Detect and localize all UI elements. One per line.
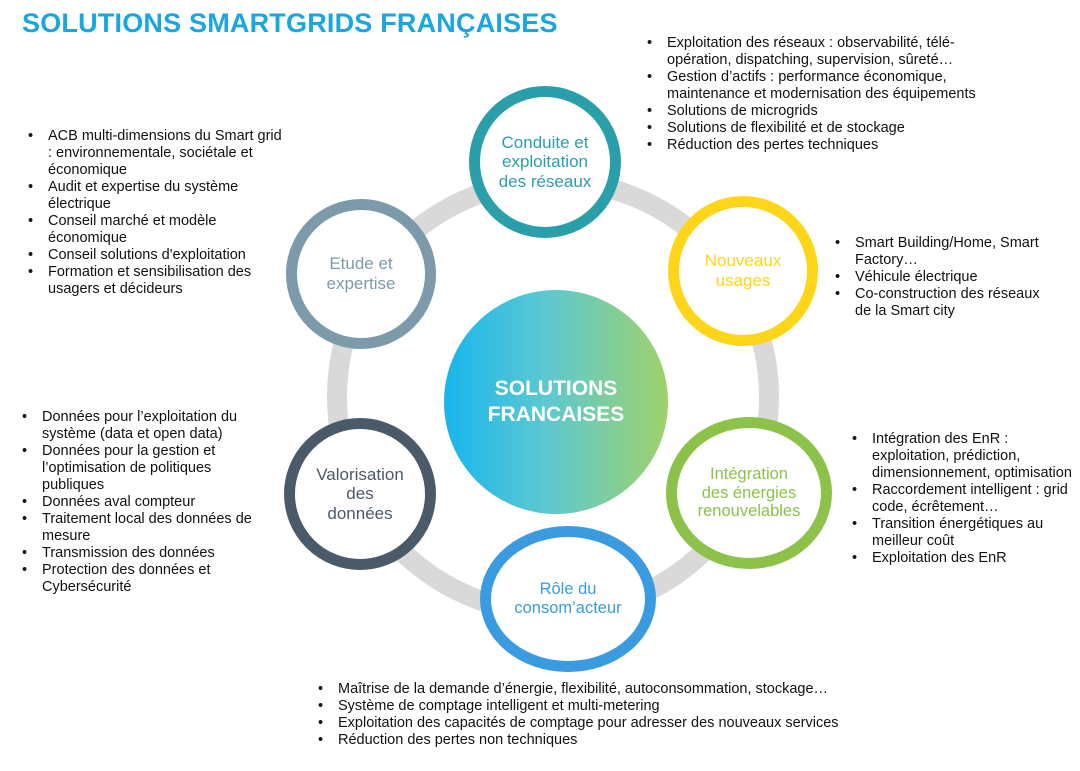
list-item: • Transition énergétiques au meilleur coût: [850, 516, 1075, 550]
node-usages: [668, 196, 818, 346]
list-item: • Système de comptage intelligent et multi-metering: [316, 698, 916, 715]
node-valorisation: [284, 418, 436, 570]
list-item: • Transmission des données: [20, 545, 270, 562]
list-item: • Traitement local des données de mesure: [20, 511, 270, 545]
list-item: • Données aval compteur: [20, 494, 270, 511]
list-item: • Exploitation des capacités de comptage pour adresser des nouveaux services: [316, 715, 916, 732]
list-item: • Solutions de flexibilité et de stockage: [645, 120, 1005, 137]
node-integration-label: Intégration des énergies renouvelables: [697, 464, 801, 521]
list-valorisation: [20, 409, 270, 596]
node-integration: [666, 417, 832, 569]
list-item: • Maîtrise de la demande d’énergie, flexibilité, autoconsommation, stockage…: [316, 681, 916, 698]
list-item: • Véhicule électrique: [833, 269, 1043, 286]
list-item: • Conseil solutions d'exploitation: [26, 247, 282, 264]
node-role-label: Rôle du consom’acteur: [514, 580, 622, 617]
list-item: • Réduction des pertes non techniques: [316, 732, 916, 749]
node-etude-label: Etude et expertise: [326, 254, 396, 293]
list-item: • Co-construction des réseaux de la Smart city: [833, 286, 1043, 320]
list-item: • Données pour l’exploitation du système (data et open data): [20, 409, 270, 443]
list-item: • Raccordement intelligent : grid code, écrêtement…: [850, 482, 1075, 516]
node-etude: [286, 199, 436, 349]
list-usages: [833, 235, 1043, 320]
list-item: • Gestion d’actifs : performance économique, maintenance et modernisation des équipements: [645, 69, 1005, 103]
list-item: • Exploitation des EnR: [850, 550, 1075, 567]
list-item: • Réduction des pertes techniques: [645, 137, 1005, 154]
list-item: • Solutions de microgrids: [645, 103, 1005, 120]
list-item: • ACB multi-dimensions du Smart grid : environnementale, sociétale et économique: [26, 128, 282, 179]
list-integration: [850, 431, 1075, 567]
center-hub: [444, 290, 668, 514]
list-etude: [26, 128, 282, 298]
list-item: • Conseil marché et modèle économique: [26, 213, 282, 247]
node-usages-label: Nouveaux usages: [704, 251, 782, 290]
list-role: [316, 681, 916, 749]
node-conduite: [469, 86, 621, 238]
list-item: • Smart Building/Home, Smart Factory…: [833, 235, 1043, 269]
list-conduite: [645, 35, 1005, 154]
page-title: SOLUTIONS SMARTGRIDS FRANÇAISES: [22, 8, 558, 38]
list-item: • Protection des données et Cybersécurité: [20, 562, 270, 596]
list-item: • Formation et sensibilisation des usagers et décideurs: [26, 264, 282, 298]
center-label: SOLUTIONS FRANCAISES: [487, 376, 625, 426]
list-item: • Intégration des EnR : exploitation, prédiction, dimensionnement, optimisation: [850, 431, 1075, 482]
list-item: • Exploitation des réseaux : observabilité, télé-opération, dispatching, supervision, sûreté…: [645, 35, 1005, 69]
node-role: [480, 526, 656, 672]
node-valorisation-label: Valorisation des données: [316, 464, 404, 523]
node-conduite-label: Conduite et exploitation des réseaux: [498, 132, 592, 191]
list-item: • Données pour la gestion et l’optimisation de politiques publiques: [20, 443, 270, 494]
list-item: • Audit et expertise du système électrique: [26, 179, 282, 213]
